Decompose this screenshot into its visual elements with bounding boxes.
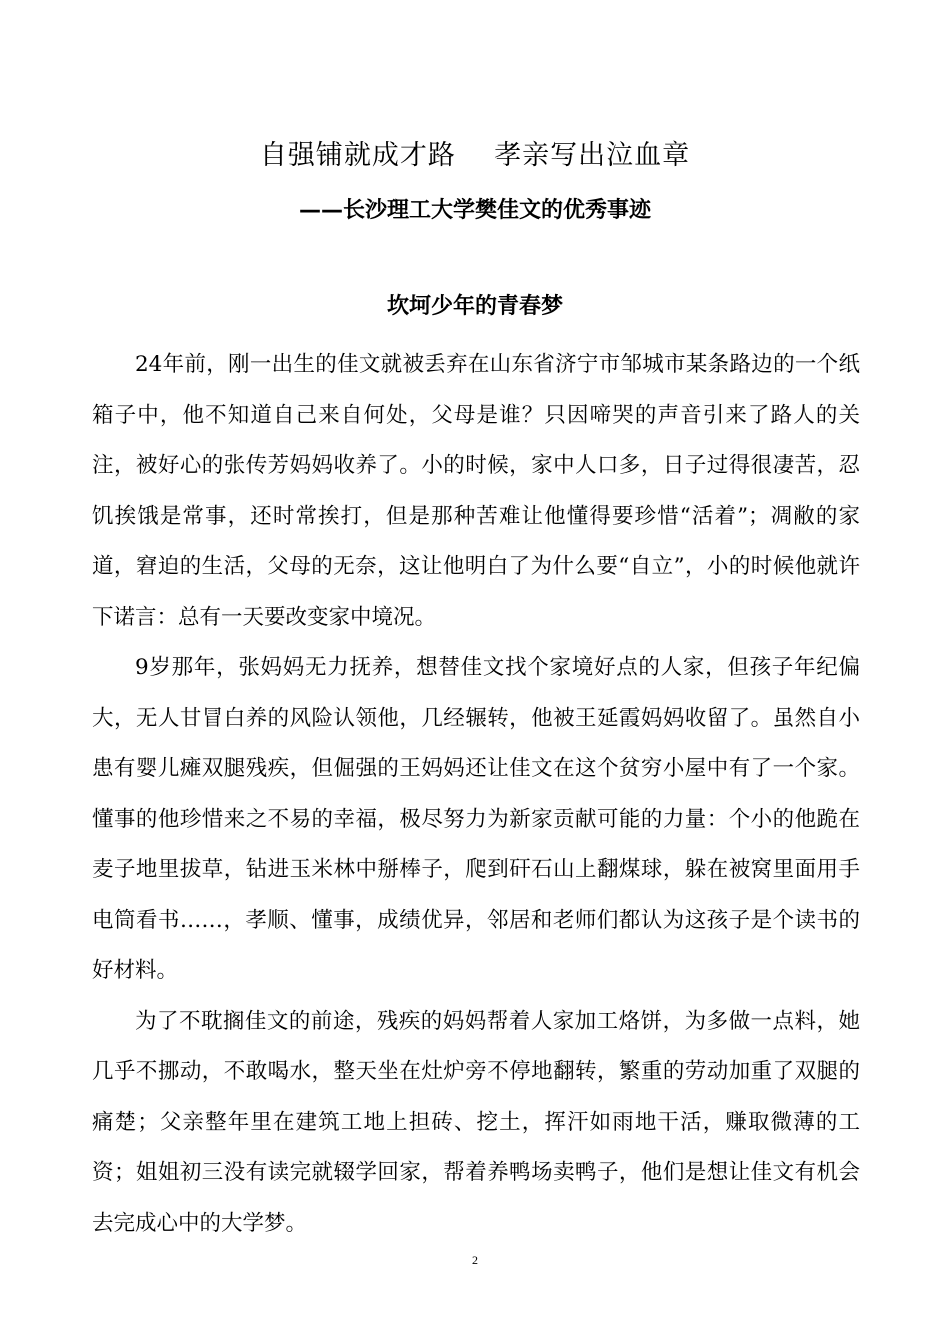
section-heading: 坎坷少年的青春梦 xyxy=(386,294,563,319)
paragraph-1: 24年前，刚一出生的佳文就被丢弃在山东省济宁市邹城市某条路边的一个纸箱子中，他不知道自己来自何处，父母是谁？只因啼哭的声音引来了路人的关注，被好心的张传芳妈妈收养了。小的时候，家中人口多，日子过得很凄苦，忍饥挨饿是常事，还时常挨打，但是那种苦难让他懂得要珍惜“活着”；凋敝的家道，窘迫的生活，父母的无奈，这让他明白了为什么要“自立”，小的时候他就许下诺言：总有一天要改变家中境况。 xyxy=(92,352,860,630)
paragraph-3: 为了不耽搁佳文的前途，残疾的妈妈帮着人家加工烙饼，为多做一点料，她几乎不挪动，不敢喝水，整天坐在灶炉旁不停地翻转，繁重的劳动加重了双腿的痛楚；父亲整年里在建筑工地上担砖、挖土，挥汗如雨地干活，赚取微薄的工资；姐姐初三没有读完就辍学回家，帮着养鸭场卖鸭子，他们是想让佳文有机会去完成心中的大学梦。 xyxy=(92,1008,860,1236)
document-subtitle: ——长沙理工大学樊佳文的优秀事迹 xyxy=(298,198,651,223)
page-number: 2 xyxy=(472,1253,478,1267)
paragraph-2: 9岁那年，张妈妈无力抚养，想替佳文找个家境好点的人家，但孩子年纪偏大，无人甘冒白养的风险认领他，几经辗转，他被王延霞妈妈收留了。虽然自小患有婴儿瘫双腿残疾，但倔强的王妈妈还让佳文在这个贫穷小屋中有了一个家。懂事的他珍惜来之不易的幸福，极尽努力为新家贡献可能的力量：个小的他跪在麦子地里拔草，钻进玉米林中掰棒子，爬到矸石山上翻煤球，躲在被窝里面用手电筒看书……，孝顺、懂事，成绩优异，邻居和老师们都认为这孩子是个读书的好材料。 xyxy=(92,655,860,983)
document-title: 自强铺就成才路 孝亲写出泣血章 xyxy=(259,140,691,171)
body-text xyxy=(92,340,860,1249)
